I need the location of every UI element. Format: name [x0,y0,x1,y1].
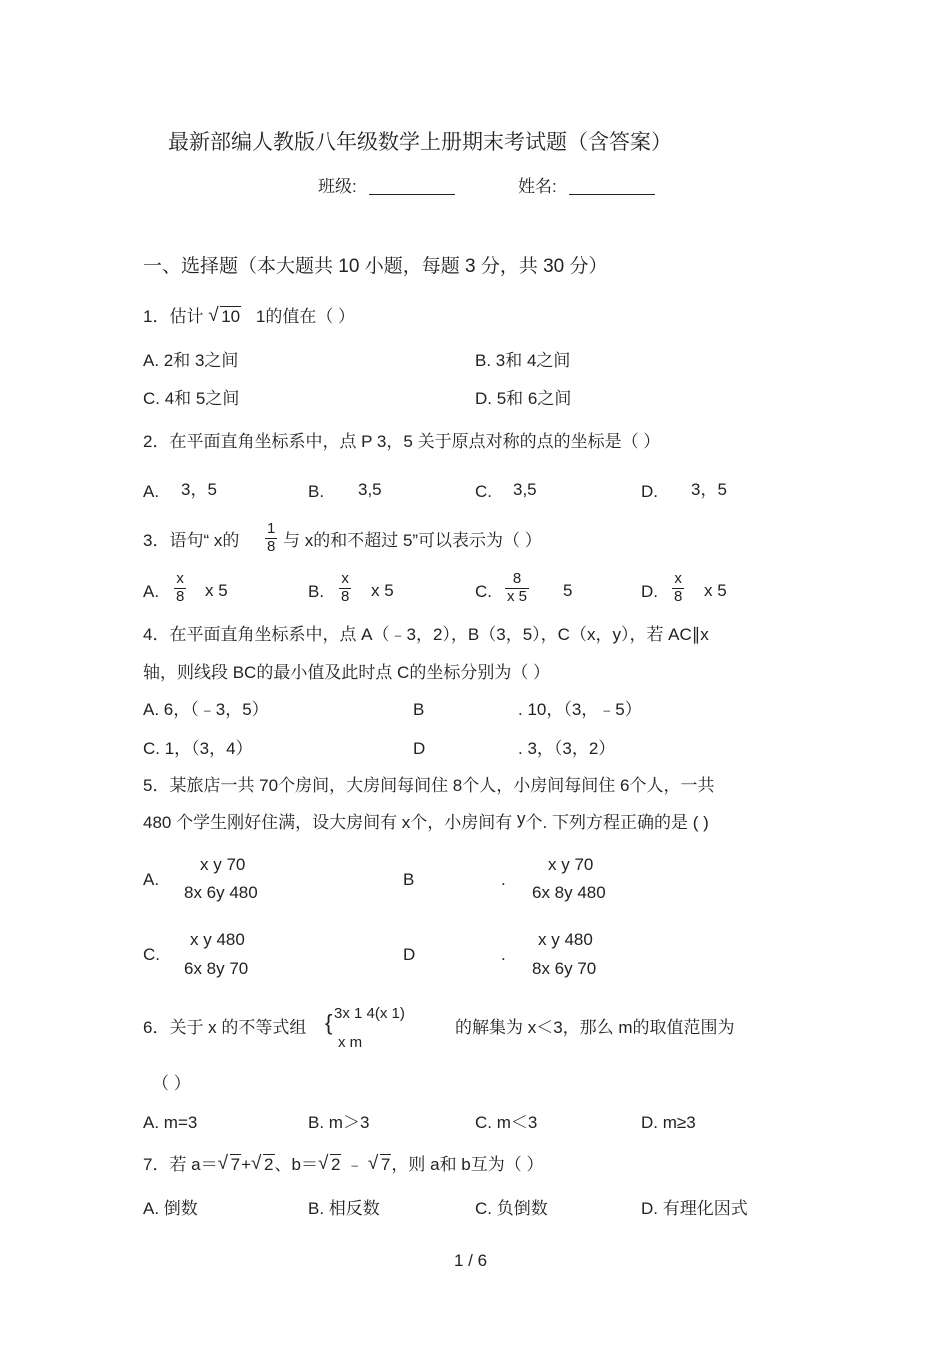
q6-pre: 6．关于 x 的不等式组 [143,1018,307,1037]
name-field [518,176,655,195]
q6-inequality-2: x m [338,1034,363,1051]
q6-post: 的解集为 x＜3，那么 m的取值范围为 [455,1018,735,1037]
q2-option-d-value: 3，5 [691,480,727,499]
name-label: 姓名: [518,177,557,196]
q3-option-c-frac [505,571,529,605]
q3-post: 与 x的和不超过 5”可以表示为（ ） [283,531,542,550]
q4-option-a: A. 6，（﹣3，5） [143,700,269,719]
q3-fraction [265,521,277,555]
q3-d-den: 8 [674,587,683,605]
class-blank [369,176,455,195]
q6-option-c: C. m＜3 [475,1113,538,1132]
q1-option-a: A. 2和 3之间 [143,351,239,370]
q5-line2-pre: 480 个学生刚好住满，设大房间有 x个，小房间有 [143,813,513,832]
q3-option-a-rest: x 5 [205,581,228,600]
q1-post: 1的值在（ ） [255,307,356,326]
q7-r4: 7 [380,1155,391,1174]
q3-option-a-label: A. [143,582,160,601]
question-4-line1: 4．在平面直角坐标系中，点 A（﹣3，2），B（3，5），C（x，y），若 AC∥x [143,625,709,644]
q5-option-b-eq2: 6x 8y 480 [532,883,606,902]
q5-option-a-eq1: x y 70 [200,855,246,874]
q3-option-d-frac [672,571,684,605]
q1-option-b: B. 3和 4之间 [475,351,571,370]
question-7-stem [143,1156,543,1173]
q7-option-b: B. 相反数 [308,1199,380,1218]
q7-mid: 、b＝ [274,1155,318,1174]
section-heading: 一、选择题（本大题共 10 小题，每题 3 分，共 30 分） [143,256,608,277]
sqrt-2-a [251,1156,274,1173]
q7-option-a: A. 倒数 [143,1199,198,1218]
q2-option-b-label: B. [308,482,325,501]
q3-d-num: x [672,571,684,589]
q3-b-den: 8 [341,587,350,605]
q1-option-d: D. 5和 6之间 [475,389,572,408]
q3-option-c-label: C. [475,582,492,601]
sqrt-7-b [368,1156,391,1173]
question-1-stem [143,308,355,325]
q2-option-a-value: 3，5 [181,480,217,499]
sqrt-2-b [318,1156,341,1173]
class-label: 班级: [318,177,357,196]
q4-option-b-value: . 10，（3，﹣5） [518,700,642,719]
q5-option-c-eq2: 6x 8y 70 [184,959,249,978]
q5-line2-post: 个. 下列方程正确的是 ( ) [525,813,709,832]
q3-option-b-frac [339,571,351,605]
question-2-stem: 2．在平面直角坐标系中，点 P 3，5 关于原点对称的点的坐标是（ ） [143,432,661,451]
q5-option-d-label: D [403,945,416,964]
q3-c-den: x 5 [507,587,528,605]
q3-option-b-label: B. [308,582,325,601]
q5-option-a-label: A. [143,870,160,889]
q6-option-d: D. m≥3 [641,1113,696,1132]
q2-option-d-label: D. [641,482,658,501]
q2-option-b-value: 3,5 [358,480,382,499]
q6-option-a: A. m=3 [143,1113,198,1132]
name-blank [569,176,655,195]
q7-r1: 7 [230,1155,241,1174]
q1-radicand: 10 [221,307,241,326]
q5-option-d-eq1: x y 480 [538,930,593,949]
sqrt-10 [208,308,241,325]
q7-option-d: D. 有理化因式 [641,1199,748,1218]
q5-option-b-label: B [403,870,415,889]
q7-post: ，则 a和 b互为（ ） [391,1155,544,1174]
q7-r2: 2 [264,1155,274,1174]
q3-a-den: 8 [176,587,185,605]
q5-option-b-dot: . [501,870,506,889]
q4-option-b-label: B [413,700,425,719]
q4-option-d-label: D [413,739,426,758]
q2-option-c-value: 3,5 [513,480,537,499]
q3-frac-num: 1 [267,520,276,537]
question-4-line2: 轴，则线段 BC的最小值及此时点 C的坐标分别为（ ） [143,663,551,682]
q3-a-num: x [174,571,186,589]
q4-option-c: C. 1，（3，4） [143,739,253,758]
q5-option-a-eq2: 8x 6y 480 [184,883,258,902]
q3-option-b-rest: x 5 [371,581,394,600]
question-5-line2 [143,809,709,832]
q2-option-a-label: A. [143,482,160,501]
q3-frac-den: 8 [267,537,276,555]
q1-pre: 1．估计 [143,307,204,326]
q5-option-b-eq1: x y 70 [548,855,594,874]
q4-option-d-value: . 3，（3，2） [518,739,616,758]
q6-paren: （ ） [152,1074,191,1093]
q6-inequality-1: 3x 1 4(x 1) [334,1005,405,1022]
q3-option-d-label: D. [641,582,658,601]
q6-brace: { [325,1010,333,1035]
q3-option-a-frac [174,571,186,605]
sqrt-7-a [218,1156,241,1173]
q5-option-d-dot: . [501,945,506,964]
q5-option-d-eq2: 8x 6y 70 [532,959,597,978]
q7-pre: 7．若 a＝ [143,1155,218,1174]
q2-option-c-label: C. [475,482,492,501]
q5-option-c-eq1: x y 480 [190,930,245,949]
q3-option-c-rest: 5 [563,581,573,600]
page-number: 1 / 6 [454,1251,488,1270]
q7-r3: 2 [330,1155,341,1174]
q5-y-var: y [517,809,526,828]
q1-option-c: C. 4和 5之间 [143,389,240,408]
q3-option-d-rest: x 5 [704,581,727,600]
q7-minus: ﹣ [346,1155,364,1174]
q6-option-b: B. m＞3 [308,1113,370,1132]
page-title: 最新部编人教版八年级数学上册期末考试题（含答案） [168,130,672,154]
q3-b-num: x [339,571,351,589]
q7-option-c: C. 负倒数 [475,1199,548,1218]
q3-pre: 3．语句“ x的 [143,531,240,550]
class-field [318,176,455,195]
q5-option-c-label: C. [143,945,160,964]
question-5-line1: 5．某旅店一共 70个房间，大房间每间住 8个人，小房间每间住 6个人，一共 [143,776,715,795]
q3-c-num: 8 [505,571,529,589]
q7-plus: + [241,1155,252,1174]
